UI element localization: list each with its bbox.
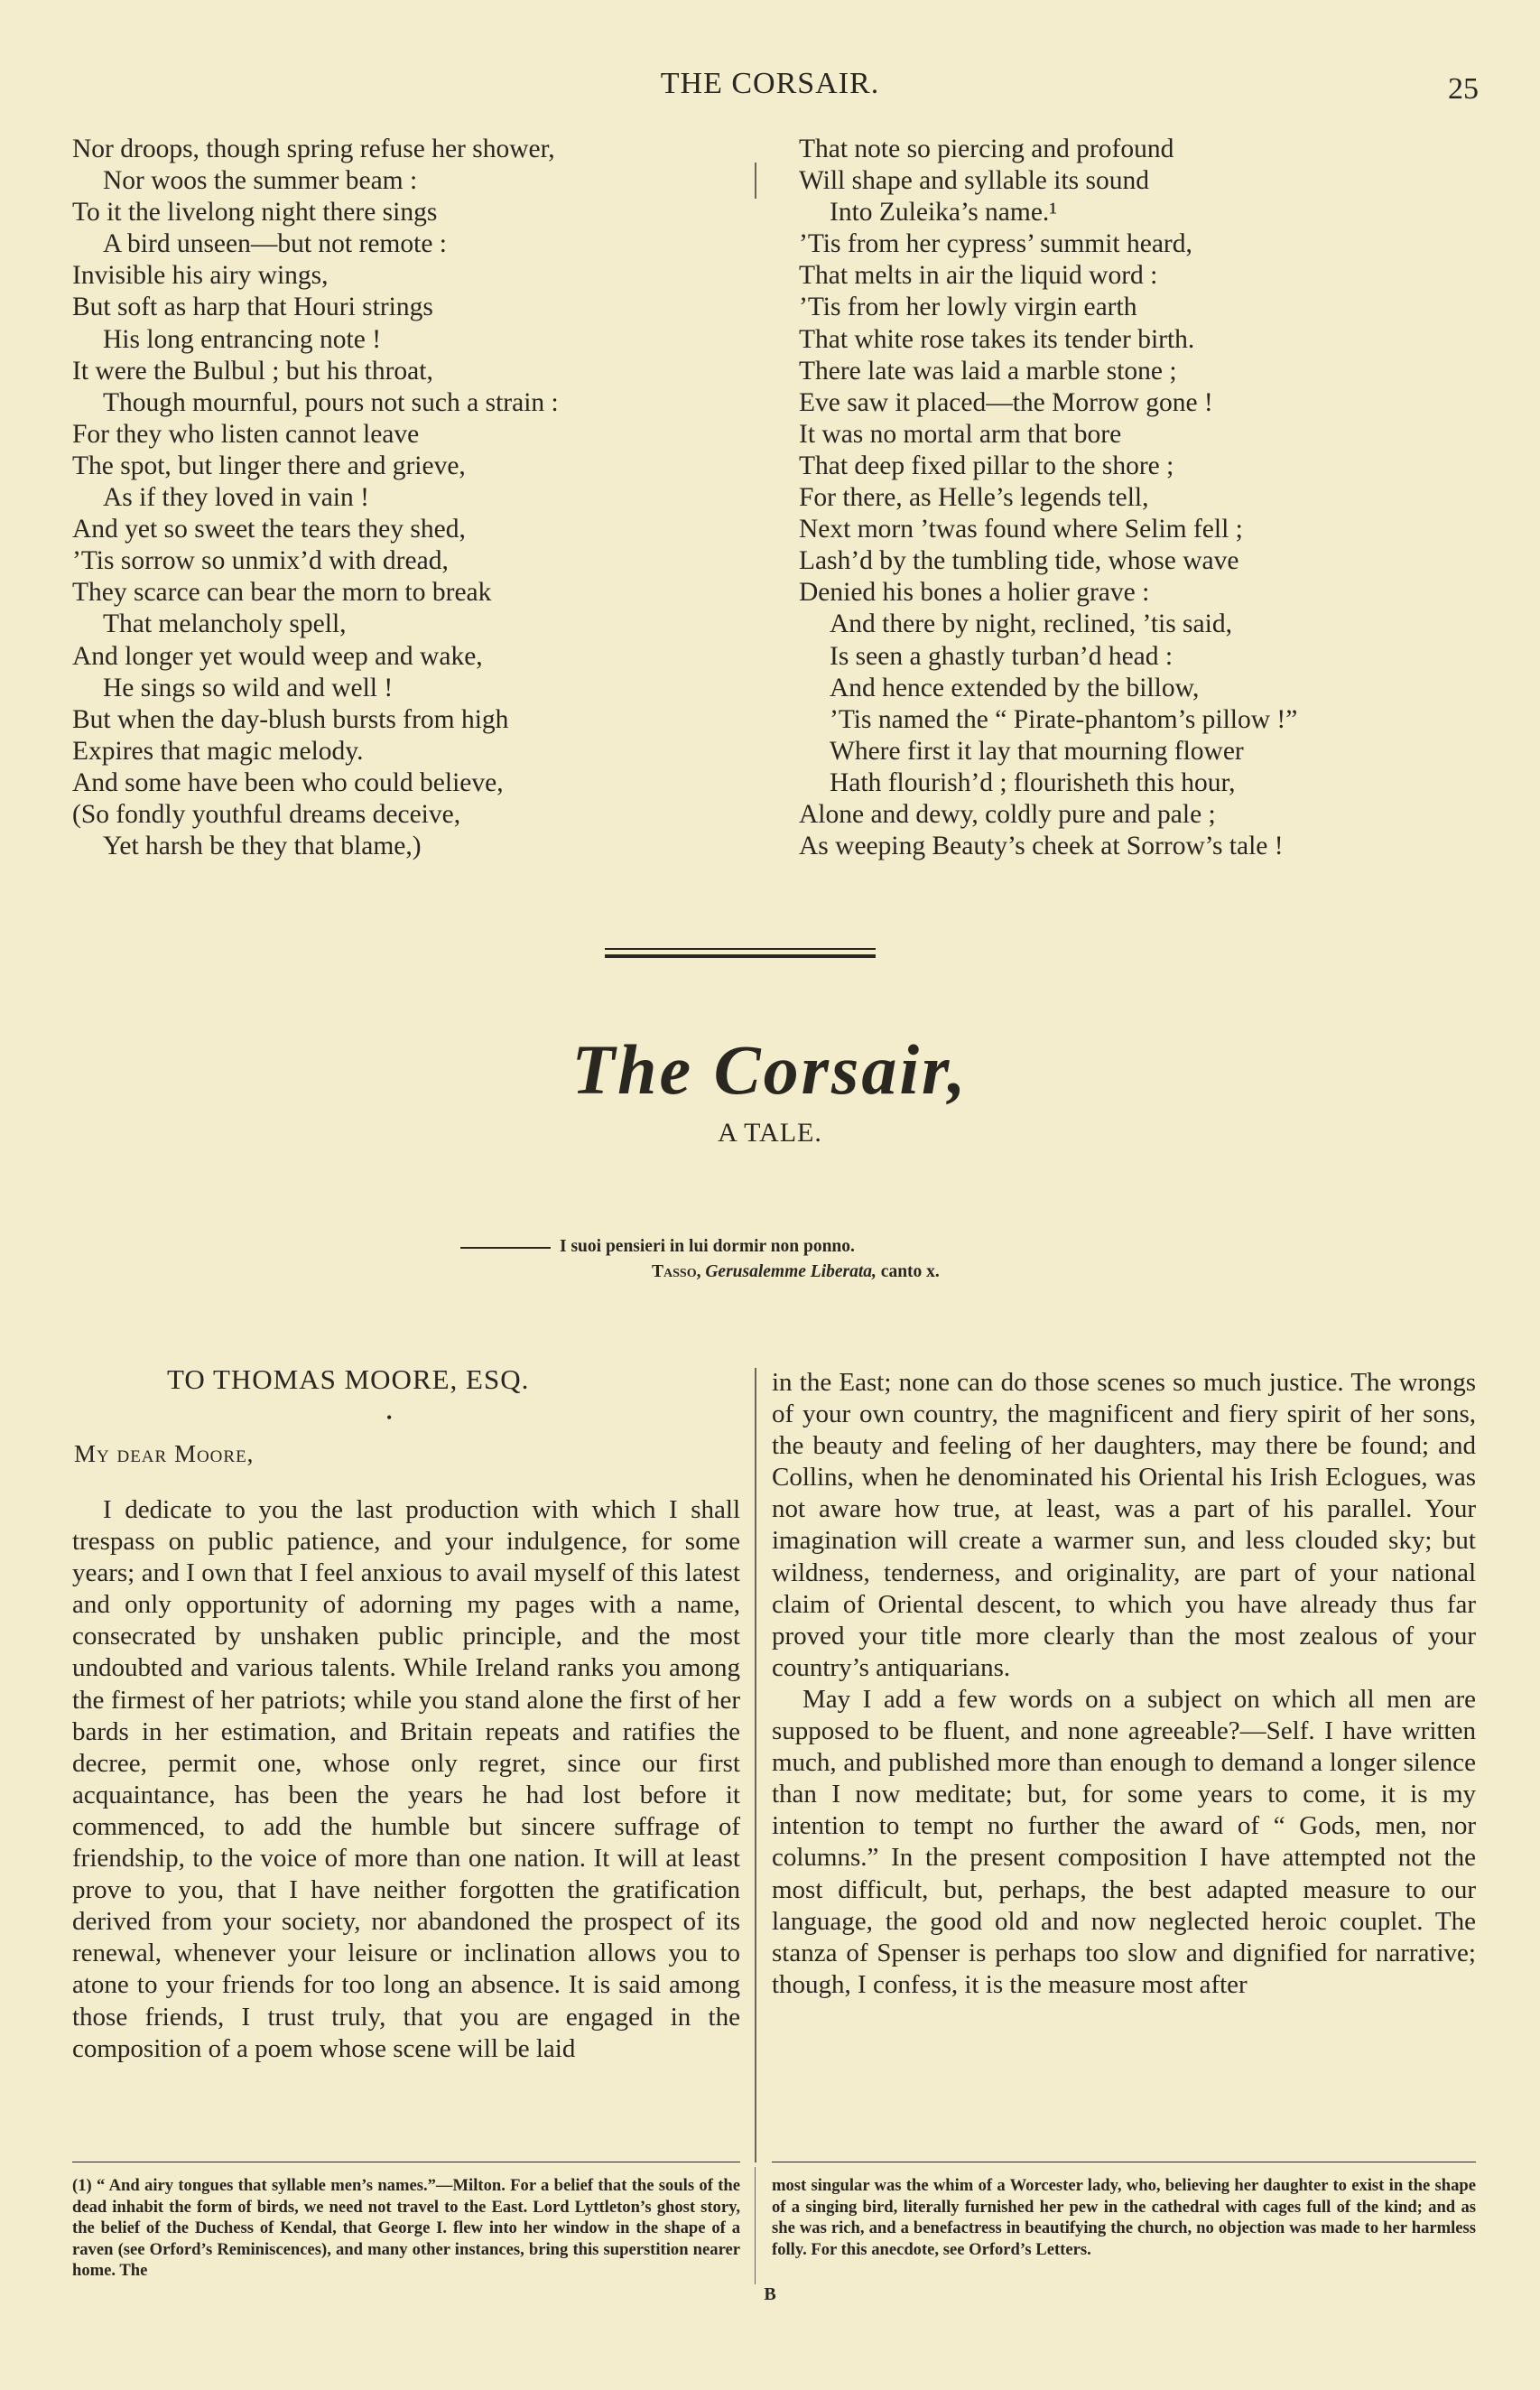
footnote-left: (1) “ And airy tongues that syllable men’s names.”—Milton. For a belief that the souls of the dead inhabit the form of birds, we need not travel to the East. Lord Lyttleton’s ghost story, the belief of the Duchess of Kendal, that George I. flew into her window in the shape of a raven (see Orford’s Reminiscences), and many other instances, bring this superstition nearer home. The — [72, 2176, 740, 2280]
footnote-divider — [755, 2167, 756, 2284]
page-number: 25 — [1448, 72, 1479, 106]
poem-line: And hence extended by the billow, — [830, 673, 1200, 702]
poem-line: As if they loved in vain ! — [103, 483, 369, 513]
poem-line: They scarce can bear the morn to break — [72, 578, 492, 608]
epigraph-canto: canto x. — [880, 1262, 940, 1281]
poem-line: Invisible his airy wings, — [72, 261, 329, 291]
poem-line: For they who listen cannot leave — [72, 419, 420, 449]
footnote-right: most singular was the whim of a Worcester lady, who, believing her daughter to exist in the shape of a singing bird, literally furnished her pew in the cathedral with cages full of the kind; and as she was rich, and a benefactress in beautifying the church, no objection was made to her harmless folly. For this anecdote, see Orford’s Letters. — [772, 2176, 1476, 2259]
dedication-paragraph: I dedicate to you the last production with which I shall trespass on public patience, and your indulgence, for some years; and I own that I feel anxious to avail myself of this latest and only opportunity of adorning my pages with a name, consecrated by unshaken public principle, and the most undoubted and various talents. While Ireland ranks you among the firmest of her patriots; while you stand alone the first of her bards in her estimation, and Britain repeats and ratifies the decree, permit one, whose only regret, since our first acquaintance, has been the years he had lost before it commenced, to add the humble but sincere suffrage of friendship, to the voice of more than one nation. It will at least prove to you, that I have neither forgotten the gratification derived from your society, nor abandoned the prospect of its renewal, whenever your leisure or inclination allows you to atone to your friends for too long an absence. It is said among those friends, I trust truly, that you are engaged in the composition of a poem whose scene will be laid — [72, 1495, 740, 2063]
poem-line: ’Tis sorrow so unmix’d with dread, — [72, 546, 449, 576]
poem-line: (So fondly youthful dreams deceive, — [72, 799, 461, 829]
epigraph-dash — [460, 1247, 551, 1249]
epigraph-author: Tasso, — [652, 1262, 701, 1281]
poem-line: ’Tis from her lowly virgin earth — [799, 293, 1137, 322]
poem-line: Lash’d by the tumbling tide, whose wave — [799, 546, 1239, 576]
poem-line: That melancholy spell, — [103, 609, 347, 639]
poem-line: Next morn ’twas found where Selim fell ; — [799, 515, 1243, 544]
poem-line: Denied his bones a holier grave : — [799, 578, 1150, 608]
poem-line: Though mournful, pours not such a strain : — [103, 387, 559, 417]
poem-line: Expires that magic melody. — [72, 736, 364, 766]
epigraph-attribution — [652, 1260, 940, 1284]
poem-line: Yet harsh be they that blame,) — [103, 832, 422, 861]
dedication-paragraph: in the East; none can do those scenes so much justice. The wrongs of your own country, the magnificent and fiery spirit of her sons, the beauty and feeling of her daughters, may there be found; and Collins, when he denominated his Oriental his Irish Eclogues, was not aware how true, at least, was a part of his parallel. Your imagination will create a warmer sun, and less clouded sky; but wildness, tenderness, and originality, are part of your national claim of Oriental descent, to which you have already thus far proved your title more clearly than the most zealous of your country’s antiquarians. — [772, 1368, 1476, 1682]
poem-line: And longer yet would weep and wake, — [72, 641, 483, 671]
poem-line: Alone and dewy, coldly pure and pale ; — [799, 799, 1216, 829]
column-divider-top — [755, 163, 756, 199]
epigraph-quote: I suoi pensieri in lui dormir non ponno. — [560, 1237, 855, 1256]
poem-column-left — [72, 134, 740, 862]
poem-line: But soft as harp that Houri strings — [72, 293, 433, 322]
poem-line: And there by night, reclined, ’tis said, — [830, 609, 1232, 639]
poem-title: The Corsair, — [571, 1030, 969, 1109]
poem-line: That white rose takes its tender birth. — [799, 324, 1195, 354]
poem-line: Hath flourish’d ; flourisheth this hour, — [830, 767, 1236, 797]
poem-line: ’Tis named the “ Pirate-phantom’s pillow !” — [830, 704, 1298, 734]
column-divider — [755, 1368, 756, 2162]
poem-line: Into Zuleika’s name.¹ — [830, 198, 1058, 228]
poem-line: Is seen a ghastly turban’d head : — [830, 641, 1174, 671]
poem-line: And yet so sweet the tears they shed, — [72, 515, 466, 544]
section-rule-top — [605, 948, 876, 950]
poem-column-right — [799, 134, 1485, 862]
ornament-dot: • — [386, 1409, 393, 1427]
printer-signature: B — [764, 2284, 776, 2304]
poem-line: That deep fixed pillar to the shore ; — [799, 451, 1174, 480]
dedication-heading: TO THOMAS MOORE, ESQ. — [167, 1363, 530, 1395]
poem-line: He sings so wild and well ! — [103, 673, 394, 702]
epigraph-work: Gerusalemme Liberata, — [705, 1262, 877, 1281]
dedication-paragraph: May I add a few words on a subject on which all men are supposed to be fluent, and none agreeable?—Self. I have written much, and published more than enough to demand a longer silence than I now meditate; but, for some years to come, it is my intention to tempt no further the award of “ Gods, men, nor columns.” In the present composition I have attempted not the most difficult, but, perhaps, the best adapted measure to our language, the good old and now neglected heroic couplet. The stanza of Spenser is perhaps too slow and dignified for narrative; though, I confess, it is the measure most after — [772, 1684, 1476, 1999]
dedication-salutation: My dear Moore, — [74, 1440, 255, 1467]
poem-line: To it the livelong night there sings — [72, 198, 438, 228]
poem-subtitle: A TALE. — [718, 1118, 822, 1148]
poem-line: It was no mortal arm that bore — [799, 419, 1122, 449]
poem-line: Nor droops, though spring refuse her shower, — [72, 135, 555, 163]
poem-line: But when the day-blush bursts from high — [72, 704, 509, 734]
poem-line: ’Tis from her cypress’ summit heard, — [799, 229, 1192, 259]
poem-line: Will shape and syllable its sound — [799, 166, 1149, 196]
section-rule-bottom — [605, 954, 876, 958]
dedication-column-left — [72, 1494, 740, 2065]
poem-line: As weeping Beauty’s cheek at Sorrow’s tale ! — [799, 832, 1284, 861]
poem-line: Eve saw it placed—the Morrow gone ! — [799, 387, 1213, 417]
poem-line: That note so piercing and profound — [799, 135, 1174, 163]
poem-line: Where first it lay that mourning flower — [830, 736, 1244, 766]
poem-line: Nor woos the summer beam : — [103, 166, 418, 196]
poem-line: For there, as Helle’s legends tell, — [799, 483, 1149, 513]
poem-line: His long entrancing note ! — [103, 324, 382, 354]
dedication-column-right — [772, 1367, 1476, 2001]
poem-line: It were the Bulbul ; but his throat, — [72, 356, 433, 386]
poem-line: And some have been who could believe, — [72, 767, 504, 797]
poem-line: A bird unseen—but not remote : — [103, 229, 447, 259]
poem-line: There late was laid a marble stone ; — [799, 356, 1177, 386]
poem-line: That melts in air the liquid word : — [799, 261, 1158, 291]
running-title: THE CORSAIR. — [660, 67, 880, 100]
poem-line: The spot, but linger there and grieve, — [72, 451, 466, 480]
